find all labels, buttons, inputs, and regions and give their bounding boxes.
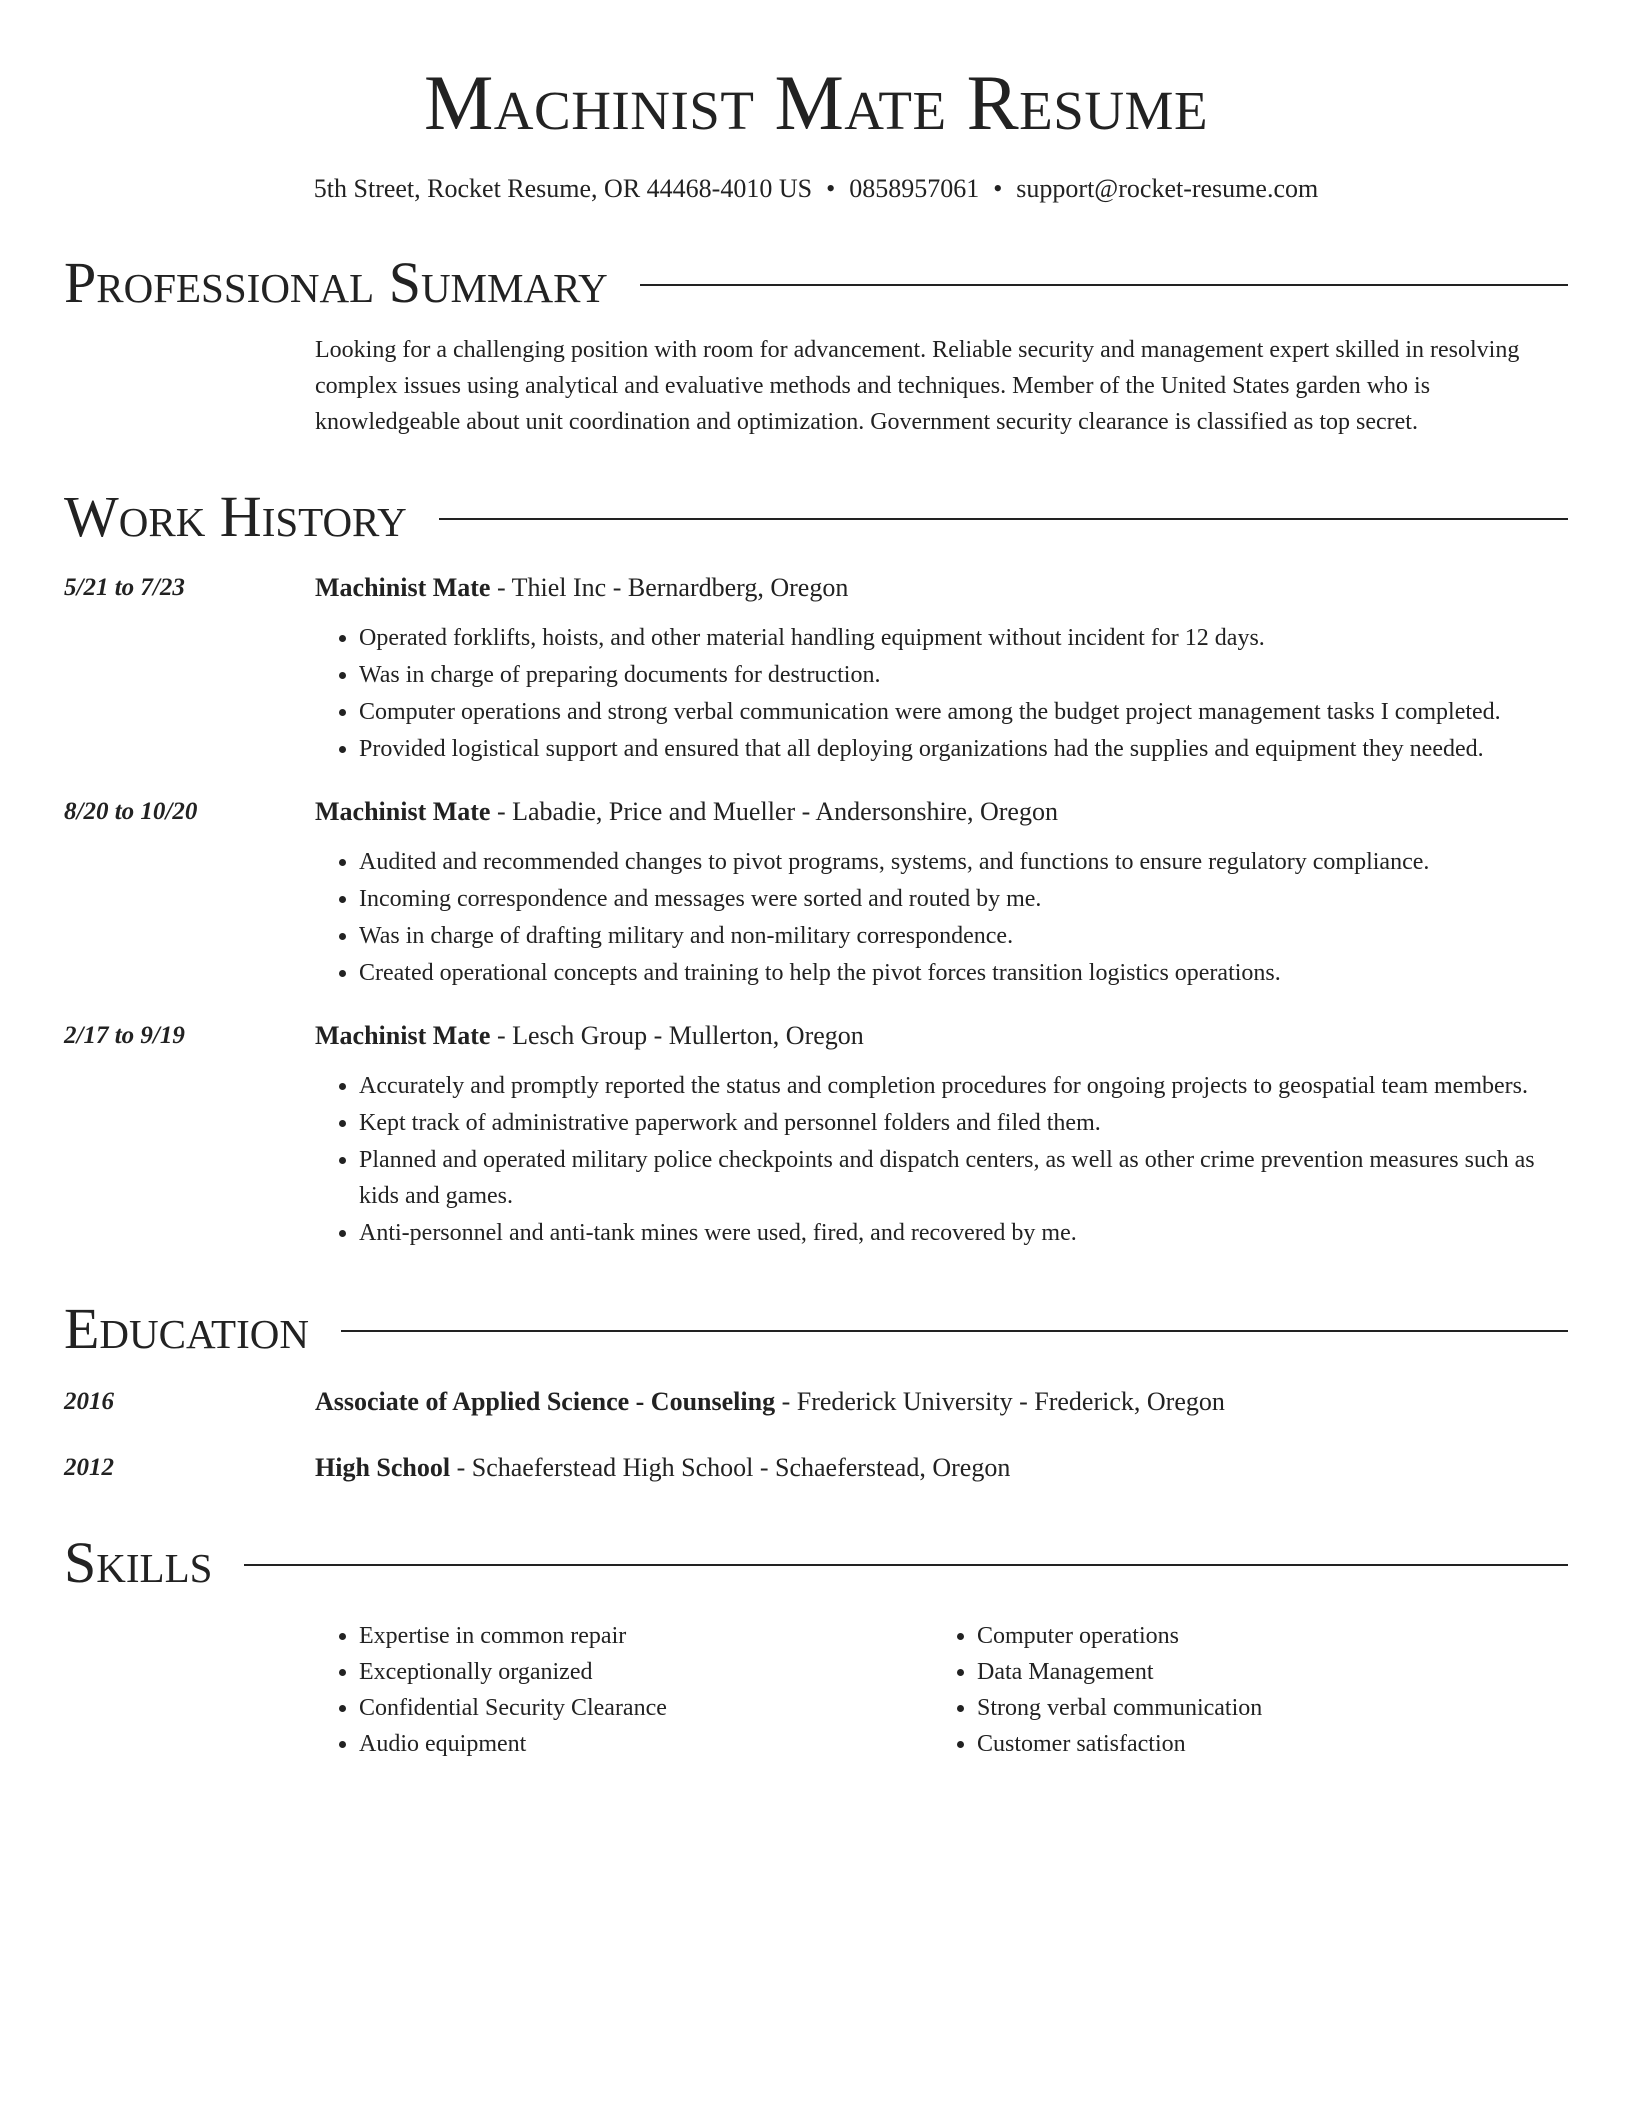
section-divider (244, 1564, 1568, 1566)
job-bullets (315, 844, 1568, 991)
summary-heading: Professional Summary (64, 250, 608, 315)
job-heading (315, 570, 1568, 606)
contact-address: 5th Street, Rocket Resume, OR 44468-4010 US (313, 174, 813, 203)
skills-section-header (64, 1530, 1568, 1596)
contact-email: support@rocket-resume.com (1016, 174, 1319, 203)
job-heading (315, 794, 1568, 830)
job-dates: 2/17 to 9/19 (64, 1022, 185, 1049)
job-bullet: • Created operational concepts and training to help the pivot forces transition logistics operations. (359, 955, 1568, 991)
job-body (315, 794, 1568, 992)
contact-line (64, 172, 1568, 206)
job-bullet: • Was in charge of preparing documents for destruction. (359, 657, 1568, 693)
skill-item: • Strong verbal communication (977, 1690, 1537, 1726)
skill-item: • Expertise in common repair (359, 1618, 933, 1654)
resume-page (64, 0, 1568, 1762)
contact-separator: • (993, 174, 1003, 203)
education-year: 2012 (64, 1454, 114, 1481)
education-entry (64, 1450, 1568, 1486)
resume-title: Machinist Mate Resume (423, 59, 1209, 146)
skill-item: • Computer operations (977, 1618, 1537, 1654)
education-details: - Schaeferstead High School - Schaeferstead, Oregon (450, 1453, 1011, 1482)
skills-column-right (933, 1618, 1537, 1762)
work-heading: Work History (64, 484, 407, 549)
job-bullet: • Operated forklifts, hoists, and other material handling equipment without incident for 12 days. (359, 620, 1568, 656)
skills-heading: Skills (64, 1530, 213, 1595)
skill-item: • Audio equipment (359, 1726, 933, 1762)
skill-item: • Customer satisfaction (977, 1726, 1537, 1762)
work-section-header (64, 484, 1568, 550)
education-entry (64, 1384, 1568, 1420)
job-bullet: • Accurately and promptly reported the status and completion procedures for ongoing projects to geospatial team members. (359, 1068, 1568, 1104)
job-details: - Labadie, Price and Mueller - Andersonshire, Oregon (490, 797, 1058, 826)
job-details: - Lesch Group - Mullerton, Oregon (490, 1021, 864, 1050)
skill-item: • Confidential Security Clearance (359, 1690, 933, 1726)
education-degree: Associate of Applied Science - Counseling (315, 1387, 776, 1416)
skills-column-left (315, 1618, 933, 1762)
job-bullets (315, 1068, 1568, 1251)
job-details: - Thiel Inc - Bernardberg, Oregon (490, 573, 849, 602)
job-bullet: • Incoming correspondence and messages were sorted and routed by me. (359, 881, 1568, 917)
job-title: Machinist Mate (315, 1021, 491, 1050)
job-bullet: • Anti-personnel and anti-tank mines were used, fired, and recovered by me. (359, 1215, 1568, 1251)
job-body (315, 1018, 1568, 1252)
contact-phone: 0858957061 (849, 174, 980, 203)
section-divider (640, 284, 1568, 286)
job-title: Machinist Mate (315, 797, 491, 826)
education-heading-line (315, 1450, 1010, 1486)
section-divider (439, 518, 1568, 520)
education-year: 2016 (64, 1388, 114, 1415)
job-bullet: • Kept track of administrative paperwork and personnel folders and filed them. (359, 1105, 1568, 1141)
section-divider (341, 1330, 1568, 1332)
skill-item: • Data Management (977, 1654, 1537, 1690)
education-heading: Education (64, 1296, 309, 1361)
job-dates: 8/20 to 10/20 (64, 798, 198, 825)
job-bullet: • Computer operations and strong verbal communication were among the budget project management tasks I completed. (359, 694, 1568, 730)
job-entry (64, 1018, 1568, 1252)
summary-section-header (64, 250, 1568, 316)
education-details: - Frederick University - Frederick, Oregon (775, 1387, 1225, 1416)
job-bullet: • Provided logistical support and ensured that all deploying organizations had the supplies and equipment they needed. (359, 731, 1568, 767)
job-entry (64, 794, 1568, 992)
education-section-header (64, 1296, 1568, 1362)
job-bullets (315, 620, 1568, 767)
job-bullet: • Planned and operated military police checkpoints and dispatch centers, as well as other crime prevention measures such as kids and games. (359, 1142, 1568, 1214)
job-bullet: • Was in charge of drafting military and non-military correspondence. (359, 918, 1568, 954)
job-title: Machinist Mate (315, 573, 491, 602)
contact-separator: • (826, 174, 836, 203)
summary-text: Looking for a challenging position with room for advancement. Reliable security and management expert skilled in resolving complex issues using analytical and evaluative methods and techniques. Member of the United States garden who is knowledgeable about unit coordination and optimization. Government security clearance is classified as top secret. (315, 337, 1520, 435)
job-dates: 5/21 to 7/23 (64, 574, 185, 601)
education-heading-line (315, 1384, 1225, 1420)
skill-item: • Exceptionally organized (359, 1654, 933, 1690)
job-body (315, 570, 1568, 768)
job-entry (64, 570, 1568, 768)
job-heading (315, 1018, 1568, 1054)
skills-list (315, 1618, 1568, 1762)
job-bullet: • Audited and recommended changes to pivot programs, systems, and functions to ensure regulatory compliance. (359, 844, 1568, 880)
education-degree: High School (315, 1453, 451, 1482)
